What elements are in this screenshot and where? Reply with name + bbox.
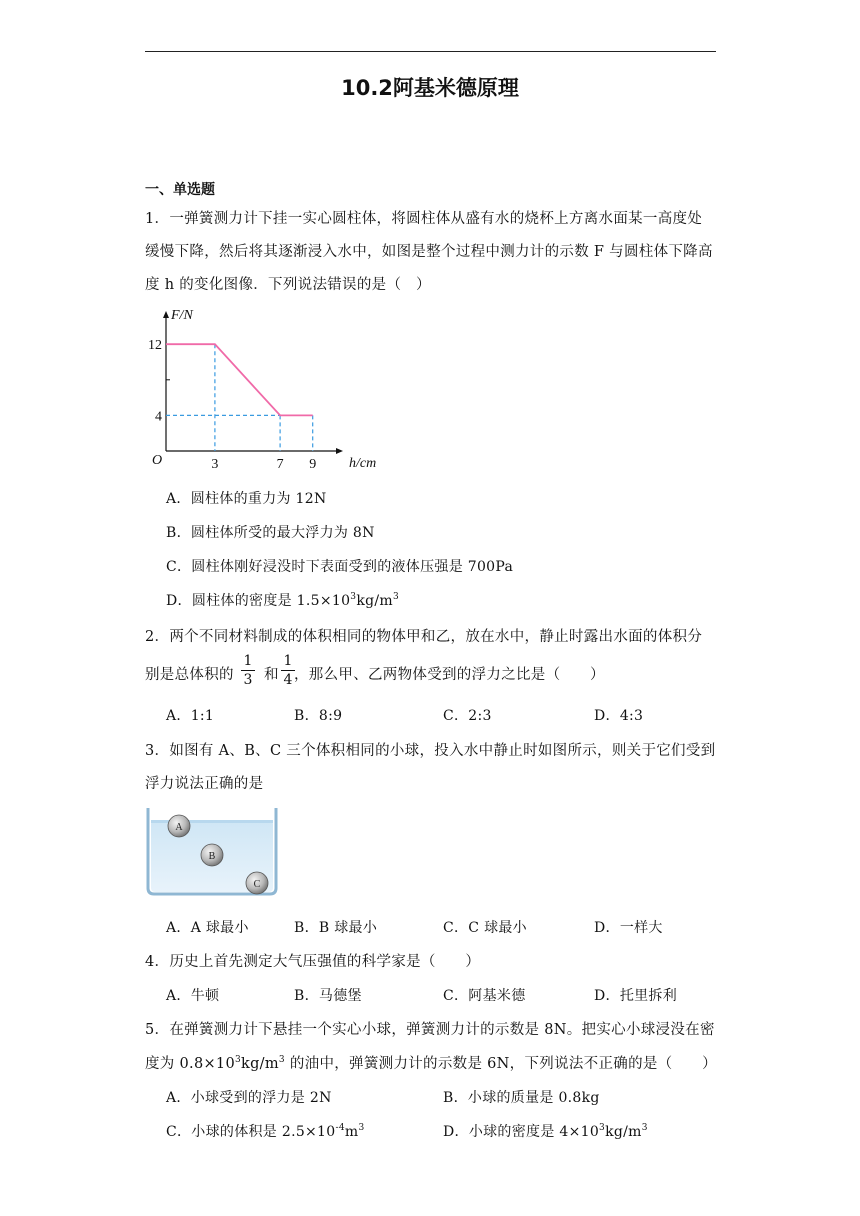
q5-option-d: D．小球的密度是 $4\times 10^3kg/m^3$ bbox=[443, 1123, 648, 1140]
q2-line2-post: ，那么甲、乙两物体受到的浮力之比是（ ） bbox=[294, 667, 605, 683]
q5-option-a: A．小球受到的浮力是 2N bbox=[166, 1090, 332, 1106]
q2-option-d: D．4:3 bbox=[594, 708, 644, 724]
svg-text:A: A bbox=[175, 822, 183, 833]
q4-option-c: C．阿基米德 bbox=[443, 988, 526, 1004]
q1-line3: 度 h 的变化图像．下列说法错误的是（ ） bbox=[145, 277, 431, 293]
q5-line1: 5．在弹簧测力计下悬挂一个实心小球，弹簧测力计的示数是 8N。把实心小球浸没在密 bbox=[145, 1022, 715, 1038]
x-tick-label-9: 9 bbox=[309, 457, 317, 472]
q3-beaker-figure bbox=[145, 806, 279, 898]
q4-option-d: D．托里拆利 bbox=[594, 988, 678, 1004]
q2-fraction-one-fourth: 1 4 bbox=[281, 653, 295, 688]
svg-text:B: B bbox=[208, 851, 216, 862]
q2-option-b: B．8:9 bbox=[294, 708, 343, 724]
ball-c bbox=[246, 872, 268, 894]
q2-line1: 2．两个不同材料制成的体积相同的物体甲和乙，放在水中，静止时露出水面的体积分 bbox=[145, 629, 703, 645]
x-axis-label: h/cm bbox=[349, 456, 377, 471]
y-axis-arrow bbox=[163, 311, 169, 318]
q4-option-a: A．牛顿 bbox=[166, 988, 220, 1004]
q3-option-d: D．一样大 bbox=[594, 920, 663, 936]
q5-option-c: C．小球的体积是 $2.5\times 10^{-4}m^3$ bbox=[166, 1123, 365, 1140]
q2-line2-pre: 别是总体积的 bbox=[145, 667, 234, 683]
q3-line1: 3．如图有 A、B、C 三个体积相同的小球，投入水中静止时如图所示，则关于它们受到 bbox=[145, 743, 716, 759]
q2-option-c: C．2:3 bbox=[443, 708, 492, 724]
q4-option-b: B．马德堡 bbox=[294, 988, 362, 1004]
q4-line1: 4．历史上首先测定大气压强值的科学家是（ ） bbox=[145, 954, 481, 970]
q2-and: 和 bbox=[264, 667, 279, 683]
x-tick-label-3: 3 bbox=[211, 457, 219, 472]
q1-chart bbox=[135, 305, 377, 477]
page-title: 10.2阿基米德原理 bbox=[341, 76, 519, 100]
q3-option-c: C．C 球最小 bbox=[443, 920, 527, 936]
y-tick-label-4: 4 bbox=[155, 409, 162, 425]
section-heading: 一、单选题 bbox=[145, 182, 215, 198]
q1-option-b: B．圆柱体所受的最大浮力为 8N bbox=[166, 525, 375, 541]
origin-label: O bbox=[151, 453, 163, 468]
x-tick-label-7: 7 bbox=[276, 457, 284, 472]
q3-option-a: A．A 球最小 bbox=[166, 920, 249, 936]
svg-text:C: C bbox=[253, 879, 261, 890]
q2-fraction-one-third: 1 3 bbox=[241, 653, 255, 688]
q1-line1: 1．一弹簧测力计下挂一实心圆柱体，将圆柱体从盛有水的烧杯上方离水面某一高度处 bbox=[145, 211, 703, 227]
q3-option-b: B．B 球最小 bbox=[294, 920, 378, 936]
q1-line2: 缓慢下降，然后将其逐渐浸入水中，如图是整个过程中测力计的示数 F 与圆柱体下降高 bbox=[145, 244, 713, 260]
header-rule bbox=[145, 51, 716, 52]
ball-b bbox=[201, 844, 223, 866]
q1-option-a: A．圆柱体的重力为 12N bbox=[166, 491, 327, 507]
x-axis-arrow bbox=[336, 448, 343, 454]
y-axis-label: F/N bbox=[171, 308, 193, 323]
q2-option-a: A．1:1 bbox=[166, 708, 215, 724]
q1-option-d: D．圆柱体的密度是 $1.5\times 10^3kg/m^3$ bbox=[166, 592, 399, 609]
q5-line2: 度为 $0.8\times 10^3kg/m^3$ 的油中，弹簧测力计的示数是 6N，下列说法不正确的是（ ） bbox=[145, 1055, 717, 1072]
q5-option-b: B．小球的质量是 0.8kg bbox=[443, 1090, 600, 1106]
q1-option-c: C．圆柱体刚好浸没时下表面受到的液体压强是 700Pa bbox=[166, 559, 514, 575]
ball-a bbox=[168, 815, 190, 837]
y-tick-label-12: 12 bbox=[148, 338, 162, 354]
series-line bbox=[166, 344, 313, 415]
q3-line2: 浮力说法正确的是 bbox=[145, 776, 264, 792]
